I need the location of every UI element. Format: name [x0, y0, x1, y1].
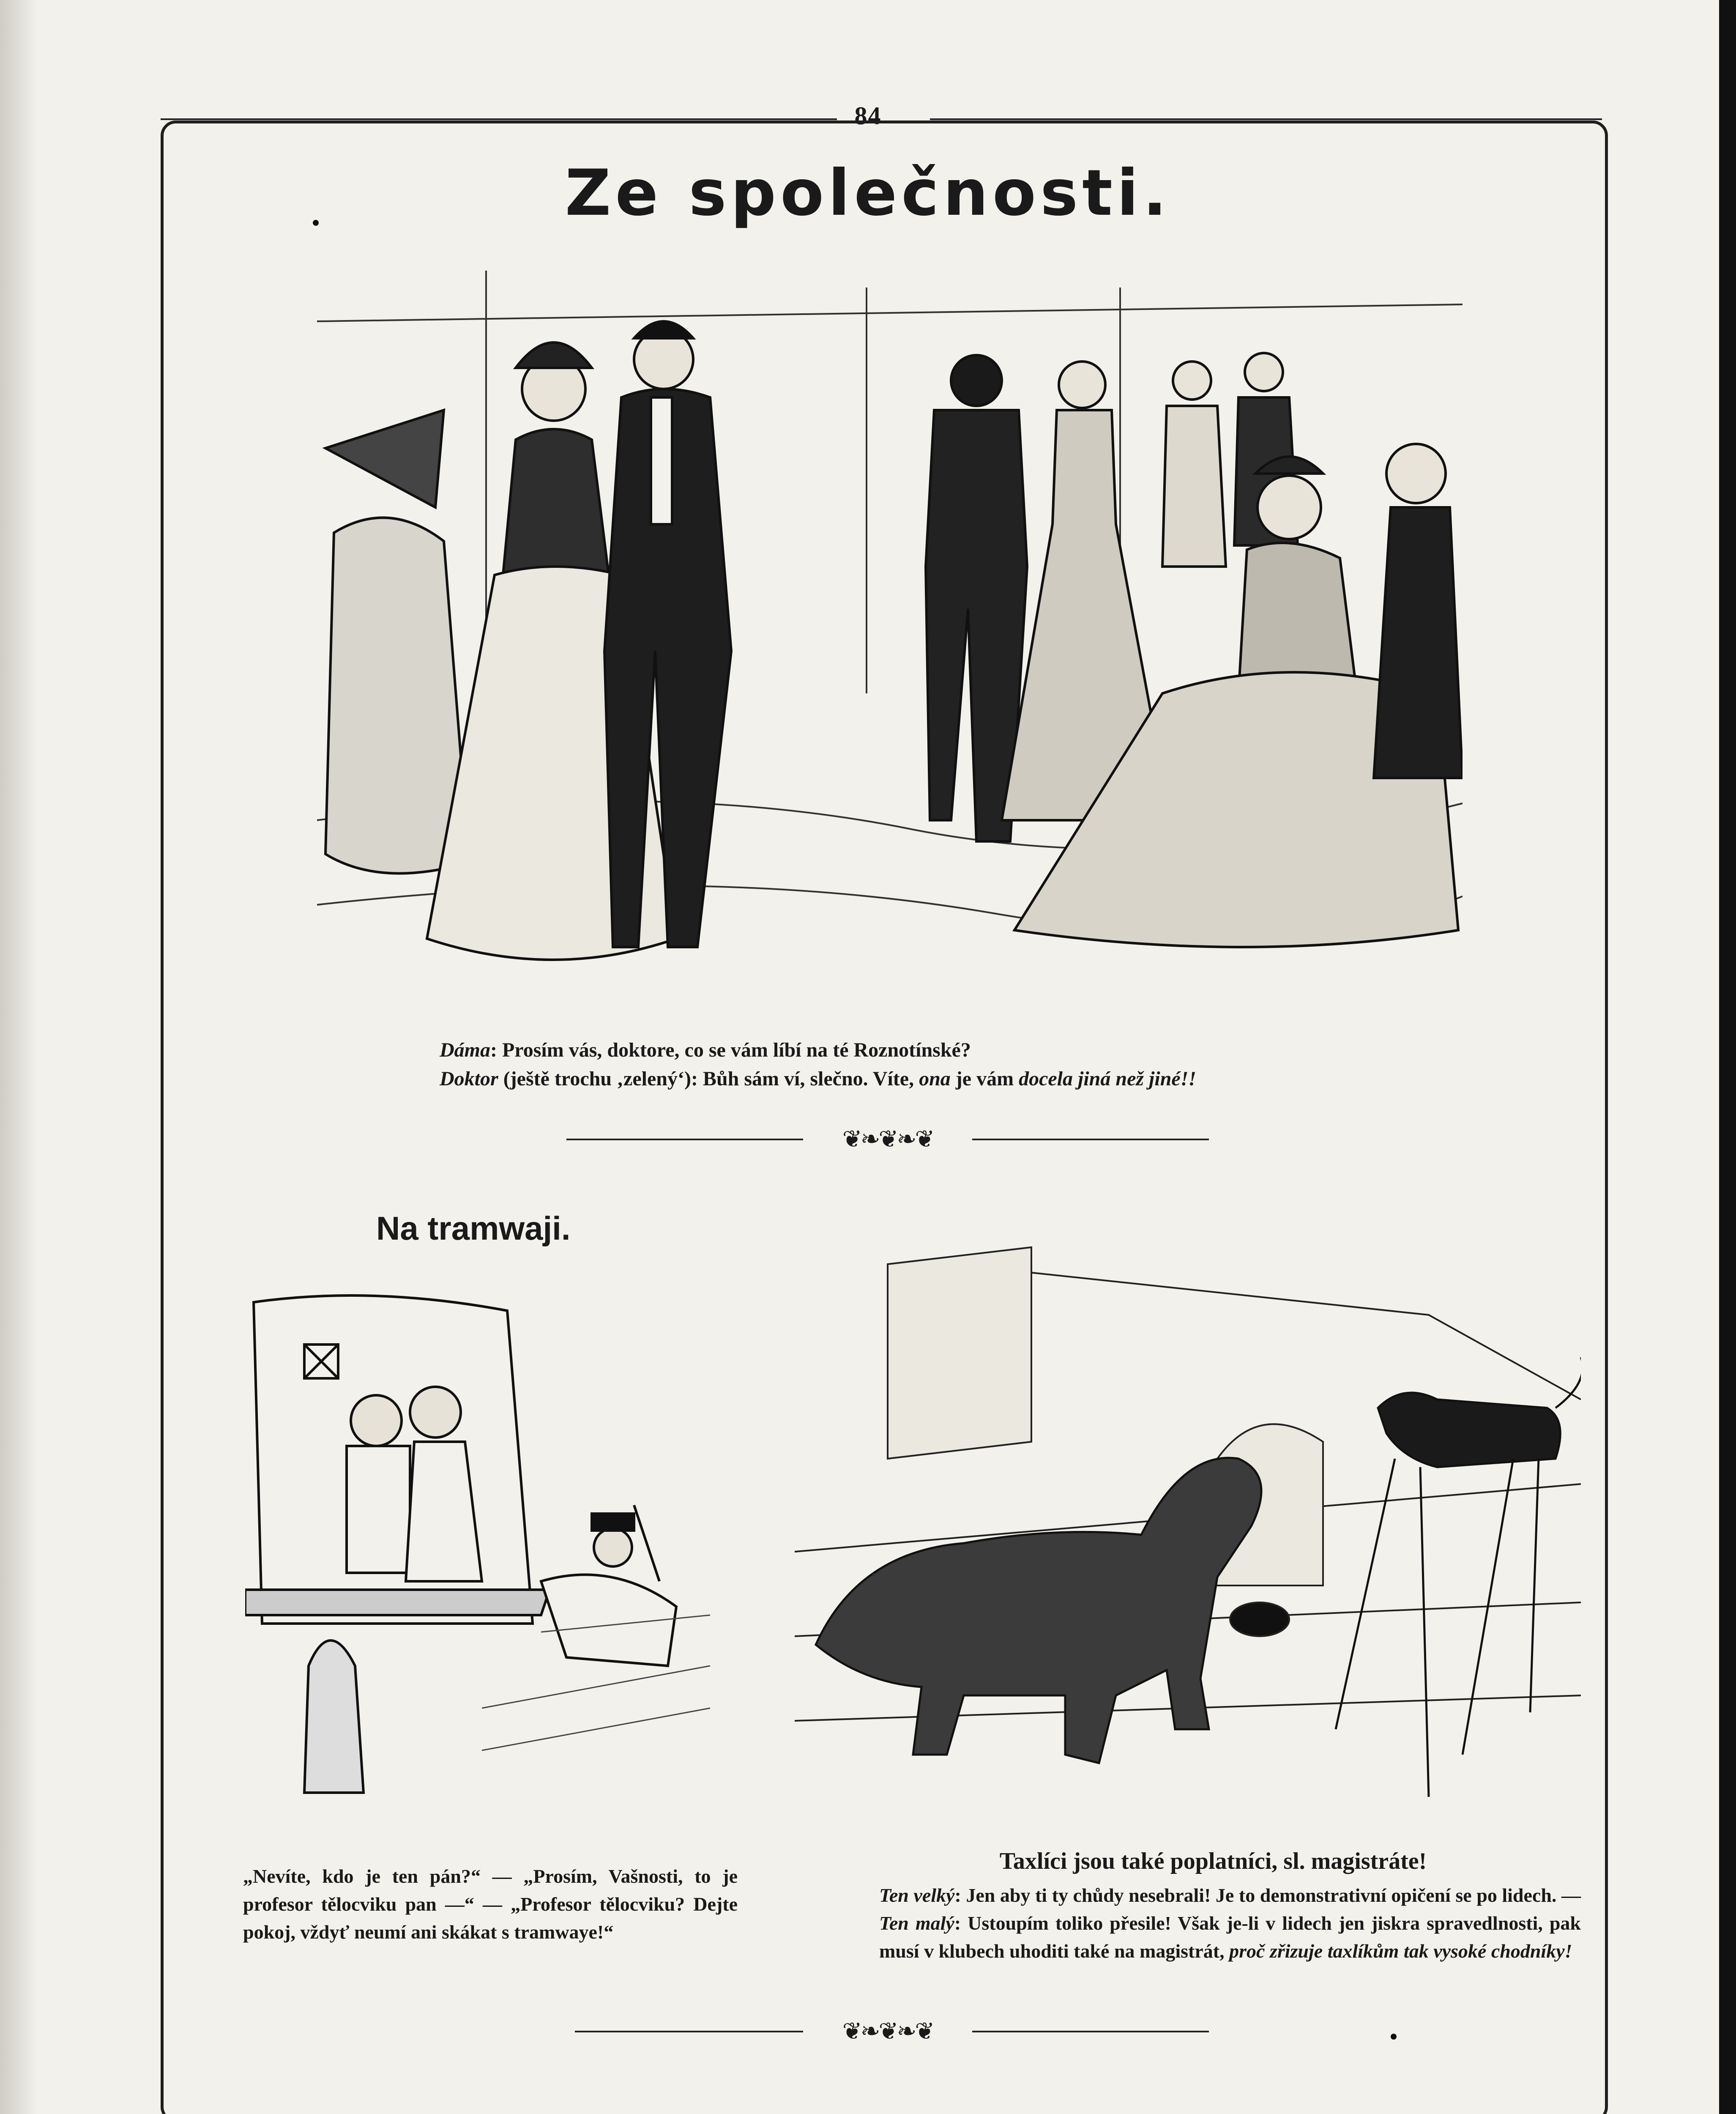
scan-speck [1391, 2034, 1397, 2040]
speech-emphasis: proč zřizuje taxlíkům tak vysoké chodníky! [1229, 1940, 1572, 1962]
cartoon2-caption: „Nevíte, kdo je ten pán?“ — „Prosím, Vašnosti, to je profesor tělocviku pan —“ — „Profesor tělocviku? Dejte pokoj, vždyť neumí ani skákat s tramwaye!“ [243, 1865, 738, 1943]
cartoon-title-society: Ze společnosti. [565, 156, 1171, 230]
caption-doctor-emph2: docela jiná než jiné!! [1019, 1068, 1197, 1090]
ornament-flourish-2: ❦❧❦❧❦ [803, 2019, 972, 2044]
page-number: 84 [854, 102, 882, 130]
cartoon1-caption-line2 [440, 1065, 1463, 1093]
ornament-divider-2 [575, 2019, 1209, 2044]
cartoon3-title: Taxlíci jsou také poplatníci, sl. magistráte! [999, 1848, 1427, 1874]
caption-lady-text: : Prosím vás, doktore, co se vám líbí na té Roznotínské? [490, 1039, 971, 1061]
ornament-flourish: ❦❧❦❧❦ [803, 1127, 972, 1152]
cartoon1-caption-line1 [440, 1036, 1454, 1065]
ballroom-illustration [317, 271, 1463, 1006]
caption-doctor-emph1: ona [919, 1068, 951, 1090]
scan-edge-right [1719, 0, 1736, 2114]
tram-illustration [245, 1285, 714, 1814]
caption-doctor-text-b: je vám [950, 1068, 1019, 1090]
caption-doctor-text-a: (ještě trochu ‚zelený‘): Bůh sám ví, slečno. Víte, [498, 1068, 919, 1090]
speaker-big-dog: Ten velký [879, 1884, 955, 1906]
speech-small-dog: : Ustoupím toliko přesile! Však je-li v lidech jen jiskra spravedlnosti, pak musí v klubech uhoditi také na magistrát, [879, 1912, 1581, 1962]
speech-big-dog: : Jen aby ti ty chůdy nesebrali! Je to demonstrativní opičení se po lidech. — [954, 1884, 1581, 1906]
ornament-divider-1 [566, 1127, 1209, 1152]
cartoon-title-tram: Na tramwaji. [376, 1210, 571, 1247]
scan-speck [313, 220, 319, 226]
caption-speaker-lady: Dáma [440, 1039, 490, 1061]
dogs-illustration [795, 1222, 1581, 1822]
speaker-small-dog: Ten malý [879, 1912, 954, 1934]
cartoon3-caption [879, 1881, 1581, 1965]
caption-speaker-doctor: Doktor [440, 1068, 498, 1090]
scan-edge-left [0, 0, 38, 2114]
